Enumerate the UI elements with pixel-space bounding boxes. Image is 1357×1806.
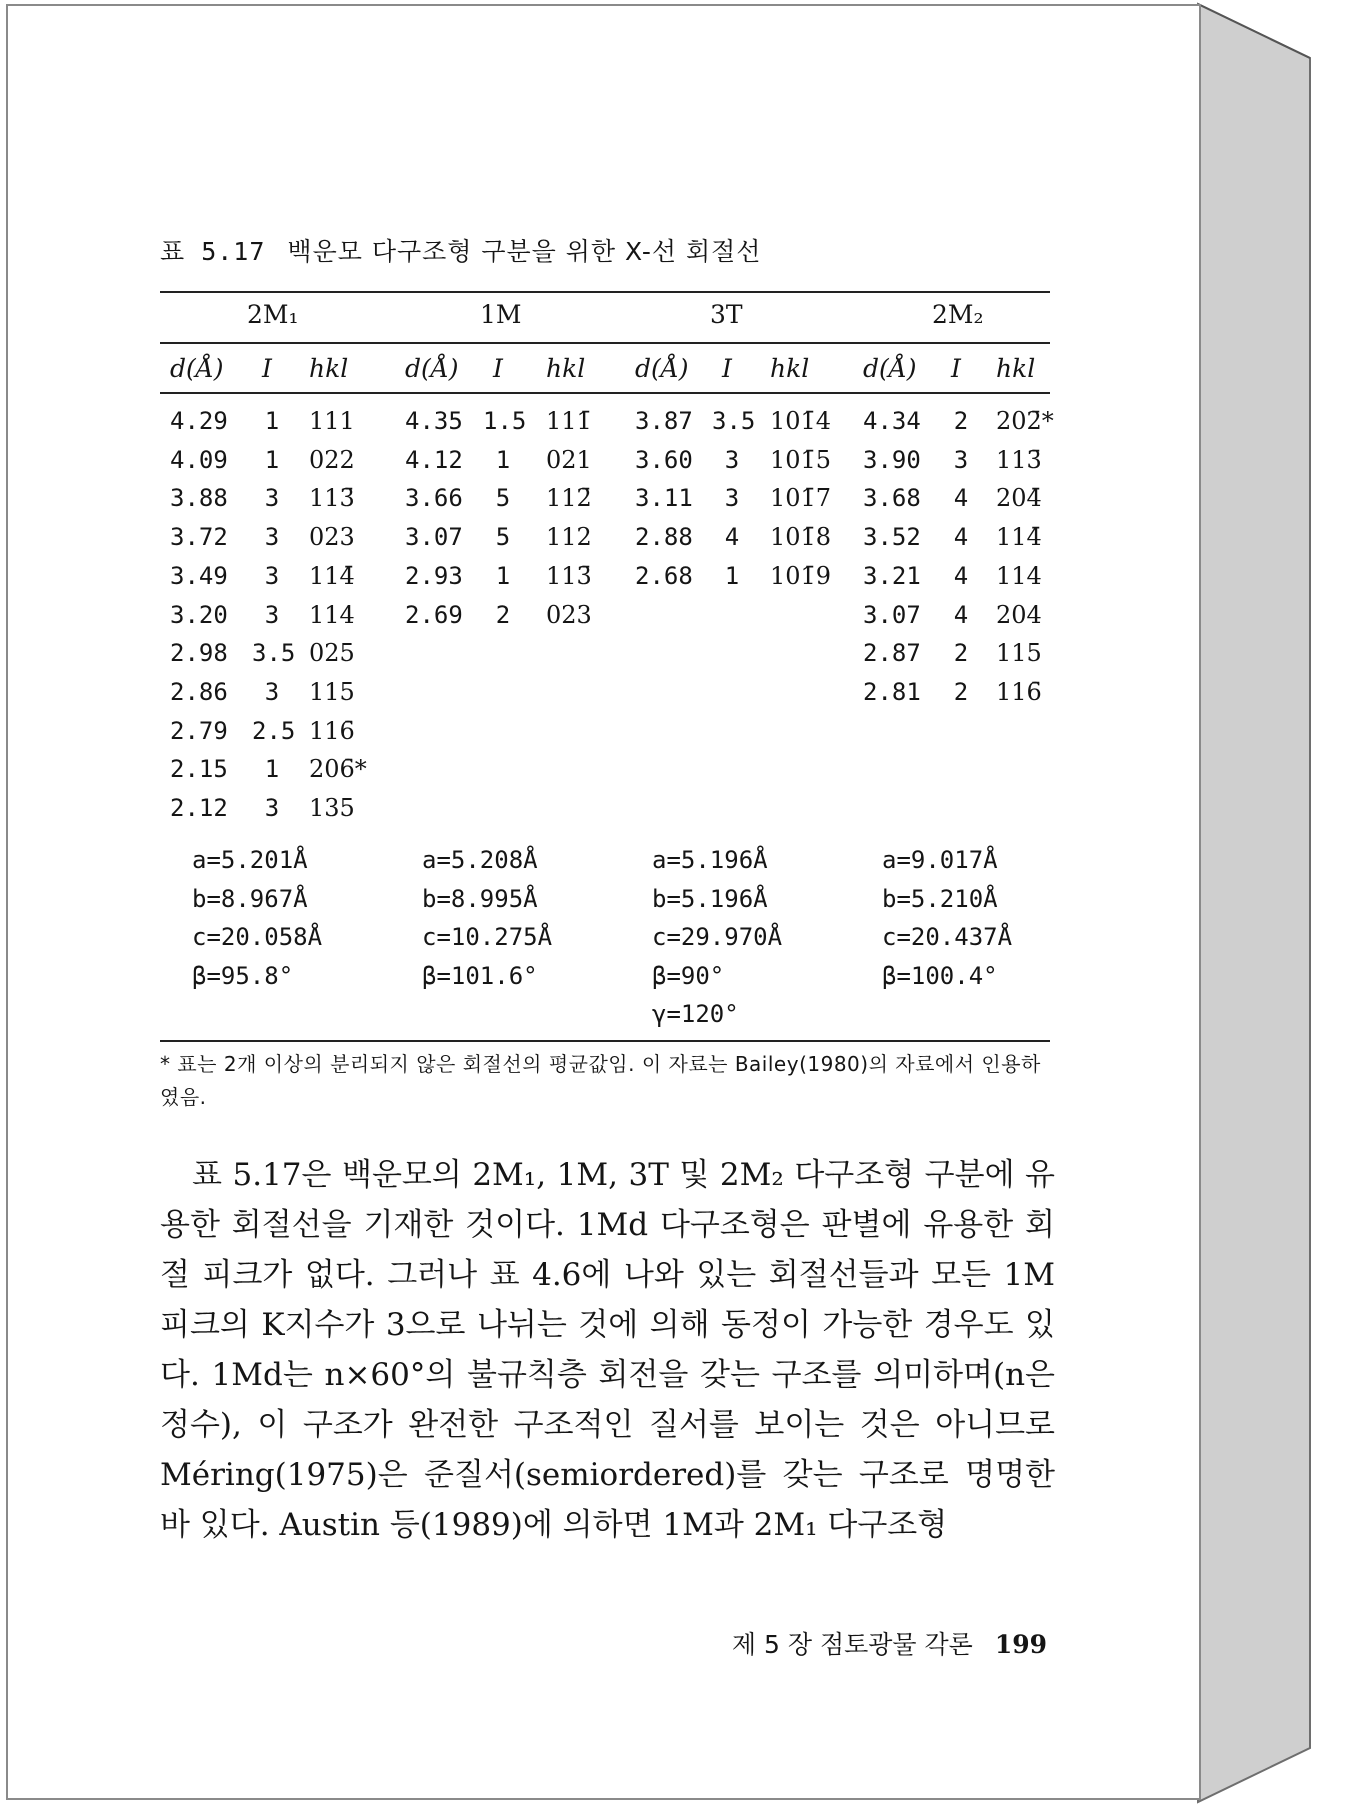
- table-cell-i: 3: [953, 445, 969, 474]
- table-cell-d: 3.07: [863, 600, 921, 629]
- table-cell-d: 4.34: [863, 407, 921, 435]
- table-cell-d: 2.69: [405, 600, 463, 629]
- table-cell-d: 2.15: [170, 755, 228, 784]
- table-cell-hkl: 114: [309, 600, 355, 629]
- table-cell-d: 3.20: [170, 600, 228, 629]
- table-cell-i: 3: [264, 677, 280, 706]
- table-cell-hkl: 114: [996, 561, 1042, 590]
- table-number: 표 5.17: [160, 237, 266, 266]
- lattice-param: a=5.196Å: [652, 846, 768, 874]
- lattice-param: b=8.995Å: [422, 884, 538, 913]
- table-cell-d: 2.93: [405, 561, 463, 590]
- table-cell-hkl: 115: [996, 639, 1042, 668]
- col-header-i: I: [493, 354, 503, 383]
- table-cell-hkl: 023: [546, 600, 592, 629]
- table-cell-i: 3: [724, 484, 740, 513]
- col-header-hkl: hkl: [770, 354, 810, 383]
- table-cell-hkl: 116̄: [996, 677, 1042, 706]
- table-cell-i: 3: [264, 794, 280, 822]
- lattice-param: c=10.275Å: [422, 923, 553, 951]
- table-cell-hkl: 113̄: [309, 484, 355, 513]
- table-title: 백운모 다구조형 구분을 위한 X-선 회절선: [287, 237, 762, 266]
- table-cell-d: 3.90: [863, 445, 921, 474]
- table-cell-d: 3.60: [635, 445, 693, 474]
- table-cell-hkl: 112̄: [546, 484, 592, 513]
- table-cell-i: 5: [495, 484, 511, 513]
- table-footnote: * 표는 2개 이상의 분리되지 않은 회절선의 평균값임. 이 자료는 Bailey(1980)의 자료에서 인용하였음.: [160, 1052, 1041, 1109]
- table-cell-d: 3.68: [863, 484, 921, 513]
- col-header-d: d(Å): [635, 354, 689, 383]
- table-cell-d: 4.35: [405, 407, 463, 435]
- table-subhead-rule: [160, 392, 1050, 394]
- col-header-hkl: hkl: [546, 354, 586, 383]
- table-cell-i: 1: [264, 755, 280, 784]
- table-cell-d: 4.09: [170, 445, 228, 474]
- table-cell-d: 3.07: [405, 523, 463, 552]
- table-cell-hkl: 025: [309, 639, 355, 668]
- col-header-hkl: hkl: [309, 354, 349, 383]
- table-cell-d: 2.79: [170, 716, 228, 745]
- table-cell-hkl: 023: [309, 523, 355, 552]
- table-caption: [160, 232, 761, 268]
- table-cell-i: 4: [953, 600, 969, 629]
- group-header-2m2: 2M₂: [932, 300, 984, 329]
- table-cell-hkl: 022: [309, 445, 355, 474]
- table-cell-hkl: 204̄: [996, 484, 1042, 513]
- table-cell-i: 1: [495, 561, 511, 590]
- table-top-rule: [160, 291, 1050, 293]
- table-cell-hkl: 111: [309, 407, 355, 435]
- table-cell-i: 1: [264, 407, 280, 435]
- col-header-i: I: [262, 354, 272, 383]
- table-cell-hkl: 202̄*: [996, 407, 1054, 435]
- lattice-param: a=5.208Å: [422, 846, 538, 874]
- table-cell-i: 2: [953, 639, 969, 668]
- table-cell-i: 3.5: [252, 639, 296, 668]
- body-text: [160, 1150, 1055, 1550]
- chapter-title: 제 5 장 점토광물 각론: [731, 1630, 973, 1659]
- lattice-param: β=90°: [652, 961, 725, 990]
- table-cell-hkl: 115: [309, 677, 355, 706]
- table-cell-hkl: 113̄: [546, 561, 592, 590]
- table-cell-hkl: 101̄4: [770, 407, 832, 435]
- table-cell-i: 3: [264, 484, 280, 513]
- table-cell-i: 4: [953, 523, 969, 552]
- table-cell-d: 2.88: [635, 523, 693, 552]
- table-cell-i: 3: [264, 600, 280, 629]
- lattice-param: β=100.4°: [882, 961, 998, 990]
- table-cell-hkl: 111̄: [546, 407, 592, 435]
- table-cell-hkl: 204: [996, 600, 1042, 629]
- table-cell-i: 4: [724, 523, 740, 552]
- table-cell-i: 2: [953, 677, 969, 706]
- table-cell-i: 3.5: [712, 407, 756, 435]
- table-cell-d: 2.81: [863, 677, 921, 706]
- table-cell-i: 4: [953, 484, 969, 513]
- lattice-param: β=95.8°: [192, 961, 294, 990]
- table-cell-d: 3.49: [170, 561, 228, 590]
- table-cell-i: 1: [264, 445, 280, 474]
- table-cell-hkl: 135: [309, 794, 355, 822]
- lattice-param: c=20.437Å: [882, 923, 1013, 951]
- table-bottom-rule: [160, 1040, 1050, 1042]
- col-header-d: d(Å): [863, 354, 917, 383]
- table-cell-d: 3.88: [170, 484, 228, 513]
- lattice-param: a=5.201Å: [192, 846, 308, 874]
- table-cell-hkl: 116̄: [309, 716, 355, 745]
- table-cell-hkl: 021: [546, 445, 592, 474]
- table-cell-i: 4: [953, 561, 969, 590]
- table-cell-hkl: 101̄5: [770, 445, 832, 474]
- col-header-hkl: hkl: [996, 354, 1036, 383]
- table-cell-d: 2.98: [170, 639, 228, 668]
- table-cell-hkl: 113̄: [996, 445, 1042, 474]
- table-cell-d: 3.11: [635, 484, 693, 513]
- page-number: 199: [994, 1630, 1047, 1659]
- table-cell-d: 4.29: [170, 407, 228, 435]
- table-cell-i: 1: [495, 445, 511, 474]
- col-header-i: I: [722, 354, 732, 383]
- table-cell-i: 2.5: [252, 716, 296, 745]
- table-cell-i: 3: [264, 561, 280, 590]
- group-header-3t: 3T: [710, 300, 743, 329]
- table-cell-d: 2.12: [170, 794, 228, 822]
- table-cell-d: 2.68: [635, 561, 693, 590]
- group-header-1m: 1M: [480, 300, 522, 329]
- lattice-param: β=101.6°: [422, 961, 538, 990]
- table-cell-d: 3.72: [170, 523, 228, 552]
- lattice-param: c=29.970Å: [652, 923, 783, 951]
- table-cell-d: 2.87: [863, 639, 921, 668]
- table-cell-i: 1.5: [483, 407, 527, 435]
- table-cell-i: 3: [264, 523, 280, 552]
- table-cell-hkl: 206̄*: [309, 755, 367, 784]
- lattice-param: b=5.210Å: [882, 884, 998, 913]
- table-cell-i: 5: [495, 523, 511, 552]
- table-head-rule: [160, 342, 1050, 344]
- lattice-param: b=5.196Å: [652, 884, 768, 913]
- table-cell-hkl: 101̄9: [770, 561, 832, 590]
- body-paragraph: 표 5.17은 백운모의 2M₁, 1M, 3T 및 2M₂ 다구조형 구분에 유용한 회절선을 기재한 것이다. 1Md 다구조형은 판별에 유용한 회절 피크가 없다. 그러나 표 4.6에 나와 있는 회절선들과 모든 1M 피크의 K지수가 3으로 나뉘는 것에 의해 동정이 가능한 경우도 있다. 1Md는 n×60°의 불규칙층 회전을 갖는 구조를 의미하며(n은 정수), 이 구조가 완전한 구조적인 질서를 보이는 것은 아니므로 Méring(1975)은 준질서(semiordered)를 갖는 구조로 명명한 바 있다. Austin 등(1989)에 의하면 1M과 2M₁ 다구조형: [160, 1157, 1055, 1543]
- table-cell-d: 3.21: [863, 561, 921, 590]
- col-header-i: I: [951, 354, 961, 383]
- table-cell-i: 2: [953, 407, 969, 435]
- group-header-2m1: 2M₁: [247, 300, 299, 329]
- table-cell-i: 3: [724, 445, 740, 474]
- table-cell-d: 3.52: [863, 523, 921, 552]
- lattice-param: γ=120°: [652, 1000, 739, 1028]
- table-cell-d: 2.86: [170, 677, 228, 706]
- table-cell-hkl: 101̄8: [770, 523, 832, 552]
- table-cell-d: 3.66: [405, 484, 463, 513]
- col-header-d: d(Å): [170, 354, 224, 383]
- table-cell-hkl: 114̄: [309, 561, 355, 590]
- col-header-d: d(Å): [405, 354, 459, 383]
- lattice-param: c=20.058Å: [192, 923, 323, 951]
- table-cell-hkl: 112: [546, 523, 592, 552]
- table-cell-hkl: 114̄: [996, 523, 1042, 552]
- lattice-param: a=9.017Å: [882, 846, 998, 874]
- table-cell-i: 1: [724, 561, 740, 590]
- table-cell-d: 3.87: [635, 407, 693, 435]
- table-cell-d: 4.12: [405, 445, 463, 474]
- table-cell-hkl: 101̄7: [770, 484, 832, 513]
- lattice-param: b=8.967Å: [192, 884, 308, 913]
- page-footer: [732, 1625, 1047, 1661]
- table-cell-i: 2: [495, 600, 511, 629]
